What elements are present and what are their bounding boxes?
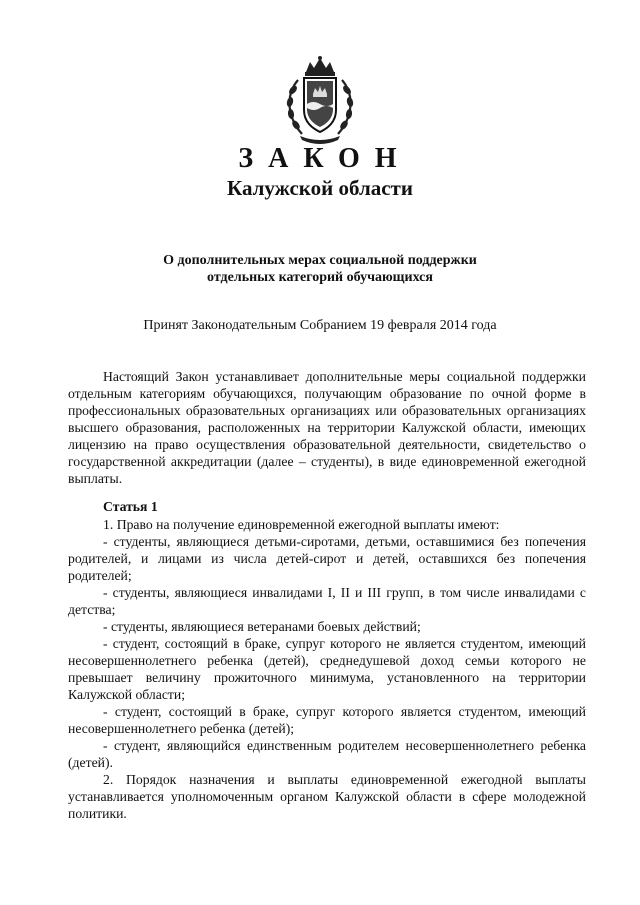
article-1-paragraph: 2. Порядок назначения и выплаты единовременной ежегодной выплаты устанавливается уполномоченным органом Калужской области в сфере молодежной политики. bbox=[68, 772, 586, 821]
article-1-paragraph: - студент, являющийся единственным родителем несовершеннолетнего ребенка (детей). bbox=[68, 738, 586, 770]
document-type-title: ЗАКОН bbox=[238, 143, 412, 174]
article-1-paragraph: 1. Право на получение единовременной ежегодной выплаты имеют: bbox=[103, 517, 500, 532]
article-1-paragraph: - студенты, являющиеся инвалидами I, II и III групп, в том числе инвалидами с детства; bbox=[68, 585, 586, 617]
preamble-paragraph: Настоящий Закон устанавливает дополнительные меры социальной поддержки отдельным категориям обучающихся, получающим образование по очной форме в профессиональных образовательных организациях или образовательных организациях высшего образования, расположенных на территории Калужской области, имеющих лицензию на право осуществления образовательной деятельности, свидетельство о государственной аккредитации (далее – студенты), в виде единовременной ежегодной выплаты. bbox=[68, 369, 586, 486]
article-1-body bbox=[68, 516, 586, 822]
article-1-paragraph: - студенты, являющиеся ветеранами боевых действий; bbox=[103, 619, 421, 634]
article-1-paragraph: - студент, состоящий в браке, супруг которого является студентом, имеющий несовершеннолетнего ребенка (детей); bbox=[68, 704, 586, 736]
article-1-title: Статья 1 bbox=[103, 499, 158, 514]
preamble bbox=[68, 368, 586, 487]
law-subject-line-2: отдельных категорий обучающихся bbox=[207, 270, 433, 285]
article-1-paragraph: - студенты, являющиеся детьми-сиротами, детьми, оставшимися без попечения родителей, и лицами из числа детей-сирот и детей, оставшихся без попечения родителей; bbox=[68, 534, 586, 583]
kaluga-oblast-coat-of-arms-icon bbox=[280, 54, 360, 146]
adoption-statement: Принят Законодательным Собранием 19 февраля 2014 года bbox=[143, 318, 497, 333]
region-title: Калужской области bbox=[227, 176, 413, 200]
law-subject bbox=[0, 252, 640, 286]
law-subject-line-1: О дополнительных мерах социальной поддержки bbox=[163, 253, 477, 268]
article-1-paragraph: - студент, состоящий в браке, супруг которого не является студентом, имеющий несовершеннолетнего ребенка (детей), среднедушевой доход семьи которого не превышает величину прожиточного минимума, установленного на территории Калужской области; bbox=[68, 636, 586, 702]
